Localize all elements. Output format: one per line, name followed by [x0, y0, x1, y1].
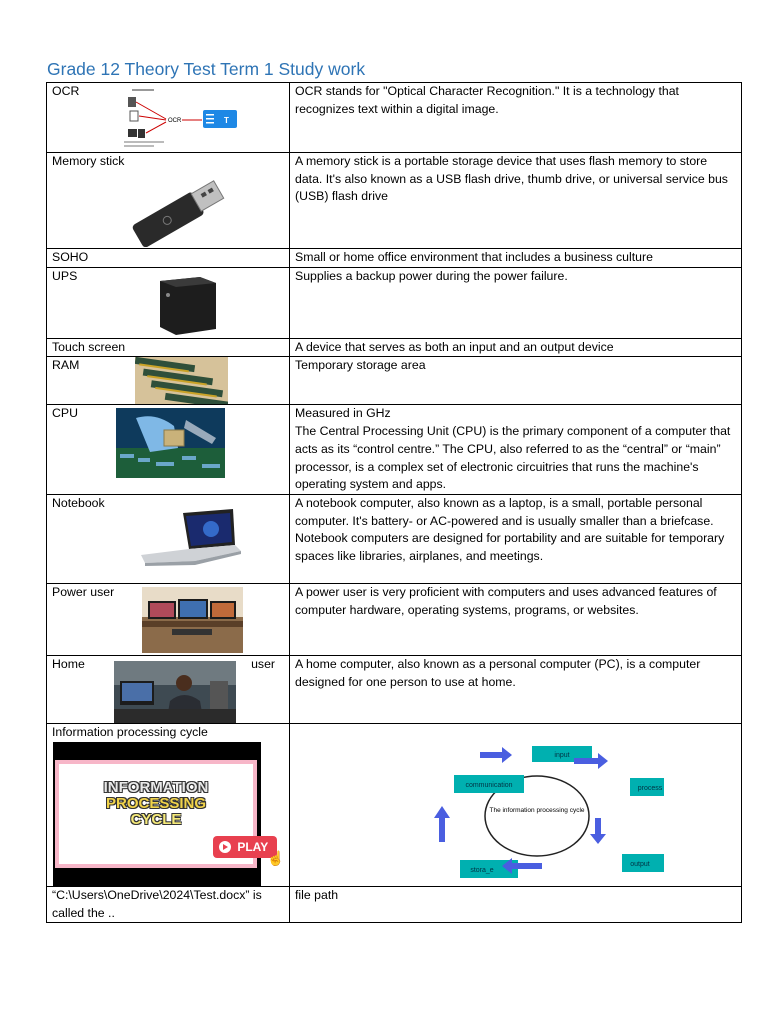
ocr-output-letter: T [224, 116, 229, 125]
table-row [47, 249, 742, 268]
table-row [47, 886, 742, 922]
table-row [47, 267, 742, 338]
video-title-line: CYCLE [130, 810, 182, 828]
definition-cell: A device that serves as both an input and an output device [290, 338, 742, 357]
cycle-step-communication: communication [465, 781, 513, 789]
ups-device-image [150, 269, 226, 337]
usb-flash-drive-image [125, 173, 231, 247]
table-row [47, 723, 742, 886]
term-cell [47, 357, 290, 405]
term-cell [47, 655, 290, 723]
table-row [47, 583, 742, 655]
table-row [47, 153, 742, 249]
info-cycle-video-thumbnail[interactable] [53, 742, 285, 886]
info-cycle-diagram [402, 738, 664, 887]
study-table [46, 82, 742, 923]
cycle-step-process: process [637, 784, 663, 792]
ocr-diagram-image [122, 85, 237, 149]
term-label: Information processing cycle [52, 724, 208, 739]
term-cell: Touch screen [47, 338, 290, 357]
definition-cell: A notebook computer, also known as a laptop, is a small, portable personal computer. It's battery- or AC-powered and is usually smaller than a briefcase. Notebook computers are designed for portability and are suitable for temporary spaces like libraries, airplanes, and meetings. [290, 494, 742, 583]
laptop-image [137, 509, 243, 569]
term-label: Power user [52, 584, 115, 599]
definition-cell [290, 723, 742, 886]
cpu-image [116, 408, 225, 478]
ram-modules-image [135, 357, 228, 404]
document-title: Grade 12 Theory Test Term 1 Study work [47, 59, 366, 79]
hand-cursor-icon: ☝ [267, 849, 285, 866]
term-cell [47, 83, 290, 153]
cycle-step-output: output [630, 860, 650, 868]
term-label-suffix: user [251, 656, 275, 671]
definition-cell: Measured in GHz The Central Processing Unit (CPU) is the primary component of a computer that acts as its “control centre.” The CPU, also referred to as the “central” or “main” processor, is a complex set of electronic circuitries that runs the machine's operating system and apps. [290, 405, 742, 495]
term-label: Notebook [52, 495, 105, 510]
term-cell: “C:\Users\OneDrive\2024\Test.docx” is called the .. [47, 886, 290, 922]
table-row [47, 83, 742, 153]
ocr-diagram-label: OCR [168, 118, 182, 124]
term-cell [47, 267, 290, 338]
home-user-image [114, 661, 236, 724]
definition-cell: A memory stick is a portable storage device that uses flash memory to store data. It's also known as a USB flash drive, thumb drive, or universal service bus (USB) flash drive [290, 153, 742, 249]
term-label: UPS [52, 268, 78, 283]
term-cell [47, 494, 290, 583]
term-cell [47, 583, 290, 655]
definition-cell: A power user is very proficient with computers and uses advanced features of computer hardware, operating systems, programs, or websites. [290, 583, 742, 655]
definition-cell: Temporary storage area [290, 357, 742, 405]
video-title-line: PROCESSING [105, 794, 207, 812]
cycle-step-storage: stora_e [470, 866, 494, 874]
term-label: Home [52, 656, 85, 671]
table-row [47, 655, 742, 723]
power-user-desk-image [142, 587, 243, 653]
definition-cell: file path [290, 886, 742, 922]
term-label: CPU [52, 406, 78, 421]
table-row [47, 405, 742, 495]
cycle-center-label: The information processing cycle [489, 806, 585, 814]
table-row [47, 494, 742, 583]
video-title-line: INFORMATION [103, 778, 209, 796]
definition-cell: Supplies a backup power during the power failure. [290, 267, 742, 338]
play-icon [219, 841, 231, 853]
term-label: OCR [52, 84, 80, 98]
cycle-step-input: input [554, 751, 570, 759]
definition-cell: OCR stands for "Optical Character Recognition." It is a technology that recognizes text within a digital image. [290, 83, 742, 153]
definition-cell: Small or home office environment that includes a business culture [290, 249, 742, 268]
table-row [47, 357, 742, 405]
definition-cell: A home computer, also known as a personal computer (PC), is a computer designed for one person to use at home. [290, 655, 742, 723]
term-label: RAM [52, 358, 80, 373]
term-cell: SOHO [47, 249, 290, 268]
play-label: PLAY [237, 839, 269, 854]
table-row [47, 338, 742, 357]
term-cell [47, 153, 290, 249]
term-cell [47, 723, 290, 886]
term-cell [47, 405, 290, 495]
term-label: Memory stick [52, 154, 125, 168]
